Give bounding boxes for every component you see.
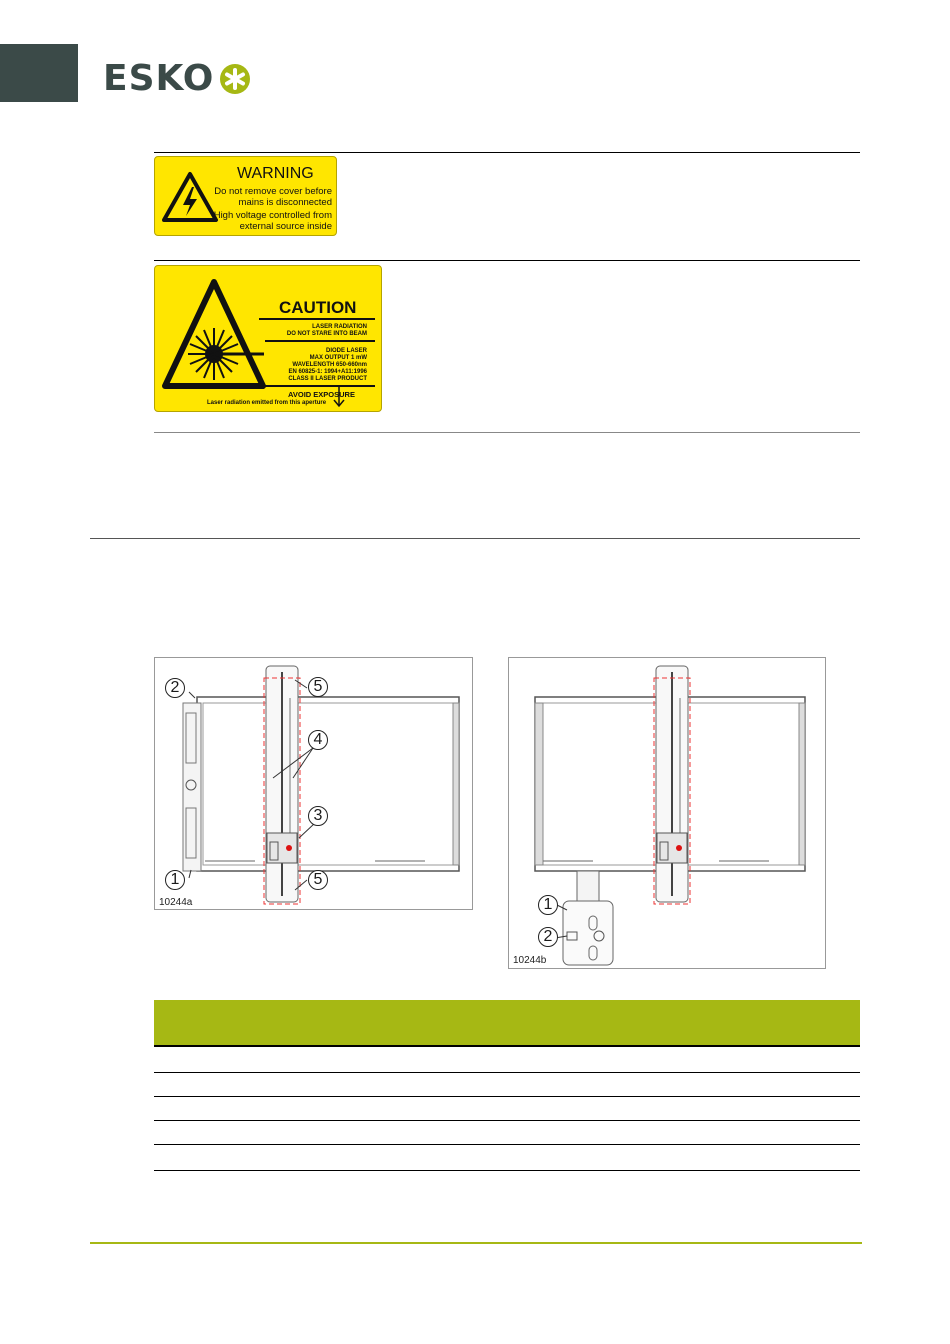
table-row (154, 1049, 860, 1073)
caution-line-9: Laser radiation emitted from this aperture (207, 400, 327, 406)
table-row (154, 1097, 860, 1121)
callout-1: 1 (165, 870, 185, 890)
callout-5-top: 5 (308, 677, 328, 697)
caution-line-7: CLASS II LASER PRODUCT (288, 376, 367, 382)
warning-line-3: High voltage controlled from (213, 210, 332, 221)
table-header (154, 1000, 860, 1047)
callout-2: 2 (165, 678, 185, 698)
callout-5-bottom: 5 (308, 870, 328, 890)
callout-2: 2 (538, 927, 558, 947)
figure-id: 10244a (159, 897, 193, 908)
caution-line-8: AVOID EXPOSURE (288, 390, 355, 399)
figure-10244a (154, 657, 473, 910)
caution-rule-1 (259, 318, 375, 320)
caution-line-4: MAX OUTPUT 1 mW (309, 355, 367, 361)
arrow-down-icon (333, 386, 345, 408)
caution-line-1: LASER RADIATION (312, 324, 367, 330)
plotter-diagram-b (509, 658, 825, 968)
esko-asterisk-icon (218, 62, 252, 96)
caution-line-2: DO NOT STARE INTO BEAM (286, 331, 367, 337)
table-rule-bottom (154, 432, 860, 433)
warning-line-2: mains is disconnected (238, 197, 332, 208)
table-row (154, 1073, 860, 1097)
table-row (154, 1147, 860, 1171)
callout-3: 3 (308, 806, 328, 826)
warning-line-4: external source inside (239, 221, 332, 232)
warning-title: WARNING (237, 165, 314, 182)
caution-label (154, 265, 382, 412)
caution-line-3: DIODE LASER (325, 348, 367, 354)
warning-label (154, 156, 337, 236)
brand-name: ESKO (103, 58, 215, 99)
table-row (154, 1121, 860, 1145)
high-voltage-icon (161, 171, 219, 223)
table-rule-top (154, 152, 860, 153)
table-rule-middle (154, 260, 860, 261)
callout-4: 4 (308, 730, 328, 750)
footer-rule (90, 1242, 862, 1244)
caution-title: CAUTION (279, 298, 357, 317)
figure-id: 10244b (513, 955, 547, 966)
warning-line-1: Do not remove cover before (214, 186, 332, 197)
header-color-block (0, 44, 78, 102)
laser-radiation-icon (161, 274, 267, 404)
figure-10244b (508, 657, 826, 969)
caution-rule-3 (265, 385, 375, 387)
caution-line-6: EN 60825-1: 1994+A11:1996 (288, 369, 367, 375)
caution-line-5: WAVELENGTH 650-660nm (292, 362, 367, 368)
esko-logo (103, 58, 252, 99)
section-divider (90, 538, 860, 539)
caution-rule-2 (265, 340, 375, 342)
callout-1: 1 (538, 895, 558, 915)
